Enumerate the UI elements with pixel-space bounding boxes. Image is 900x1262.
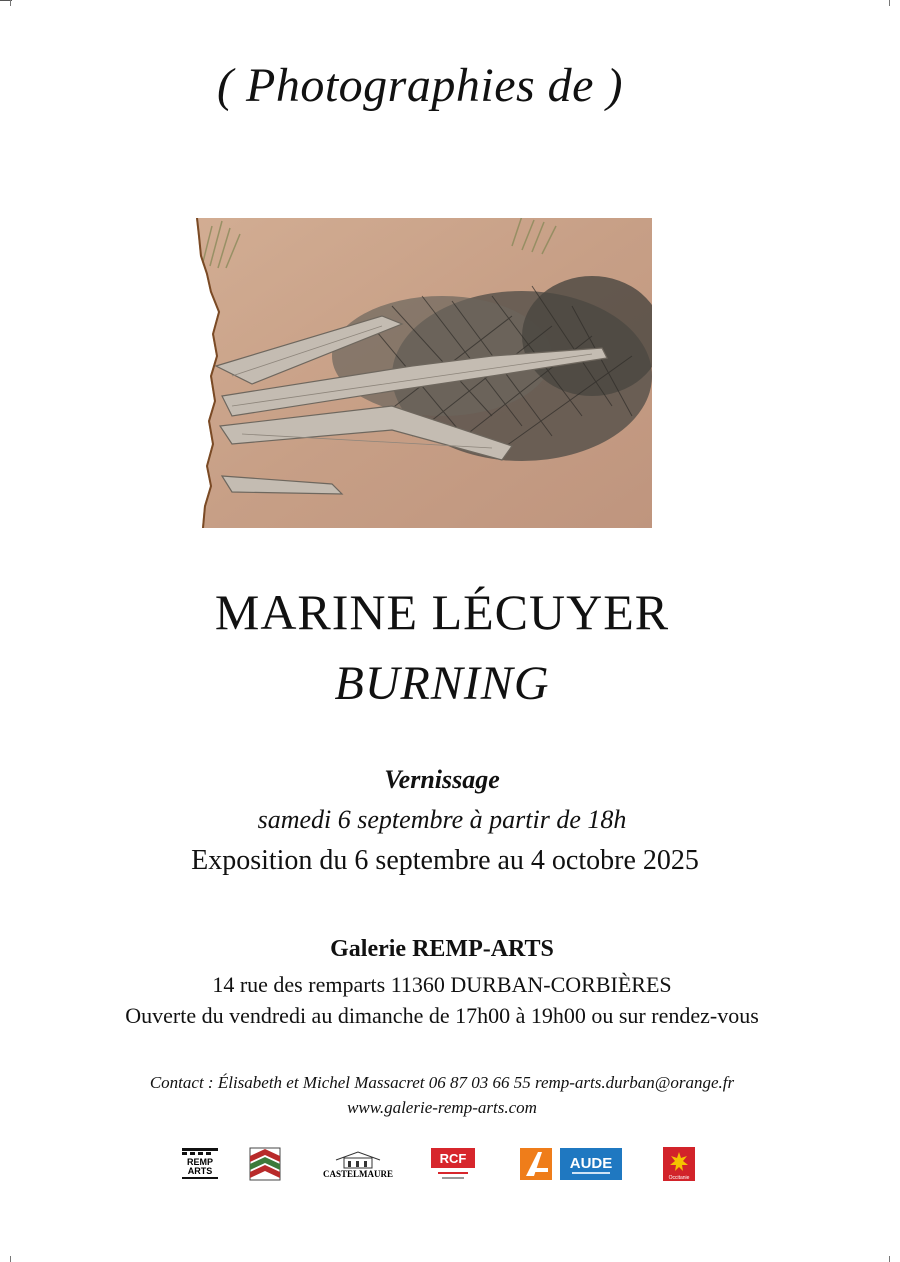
svg-text:ARTS: ARTS: [187, 1166, 213, 1176]
gallery-name: Galerie REMP-ARTS: [330, 936, 554, 962]
aude-departement-logo: [520, 1146, 622, 1182]
svg-text:REMP: REMP: [186, 1157, 214, 1167]
remp-arts-logo: [180, 1146, 220, 1182]
svg-text:CASTELMAURE: CASTELMAURE: [322, 1169, 394, 1179]
website: [0, 1098, 892, 1118]
svg-text:Occitanie: Occitanie: [668, 1175, 690, 1181]
castelmaure-logo: [318, 1146, 398, 1182]
contact-info: Contact : Élisabeth et Michel Massacret 06 87 03 66 55 remp-arts.durban@orange.fr: [149, 1073, 735, 1092]
gallery-address: 14 rue des remparts 11360 DURBAN-CORBIÈRES: [212, 972, 672, 997]
occitanie-region-logo: [662, 1146, 696, 1182]
svg-text:AUDE: AUDE: [569, 1155, 613, 1172]
rcf-radio-logo: [430, 1146, 476, 1182]
crop-tick: [10, 0, 11, 6]
website-link[interactable]: www.galerie-remp-arts.com: [347, 1098, 537, 1117]
vernissage-date: samedi 6 septembre à partir de 18h: [257, 805, 627, 834]
opening-hours: Ouverte du vendredi au dimanche de 17h00 à 19h00 ou sur rendez-vous: [125, 1003, 759, 1028]
crop-tick: [889, 1256, 890, 1262]
artist-name: MARINE LÉCUYER: [214, 584, 670, 640]
crop-tick: [889, 0, 890, 6]
subtitle: ( Photographies de ): [217, 59, 623, 112]
svg-text:RCF: RCF: [439, 1151, 467, 1166]
exhibition-dates: Exposition du 6 septembre au 4 octobre 2025: [191, 845, 699, 876]
vernissage-label: Vernissage: [384, 765, 500, 794]
exhibition-photo: [192, 216, 652, 528]
village-crest-logo: [248, 1146, 282, 1182]
crop-tick: [10, 1256, 11, 1262]
exhibition-title: BURNING: [334, 657, 550, 710]
